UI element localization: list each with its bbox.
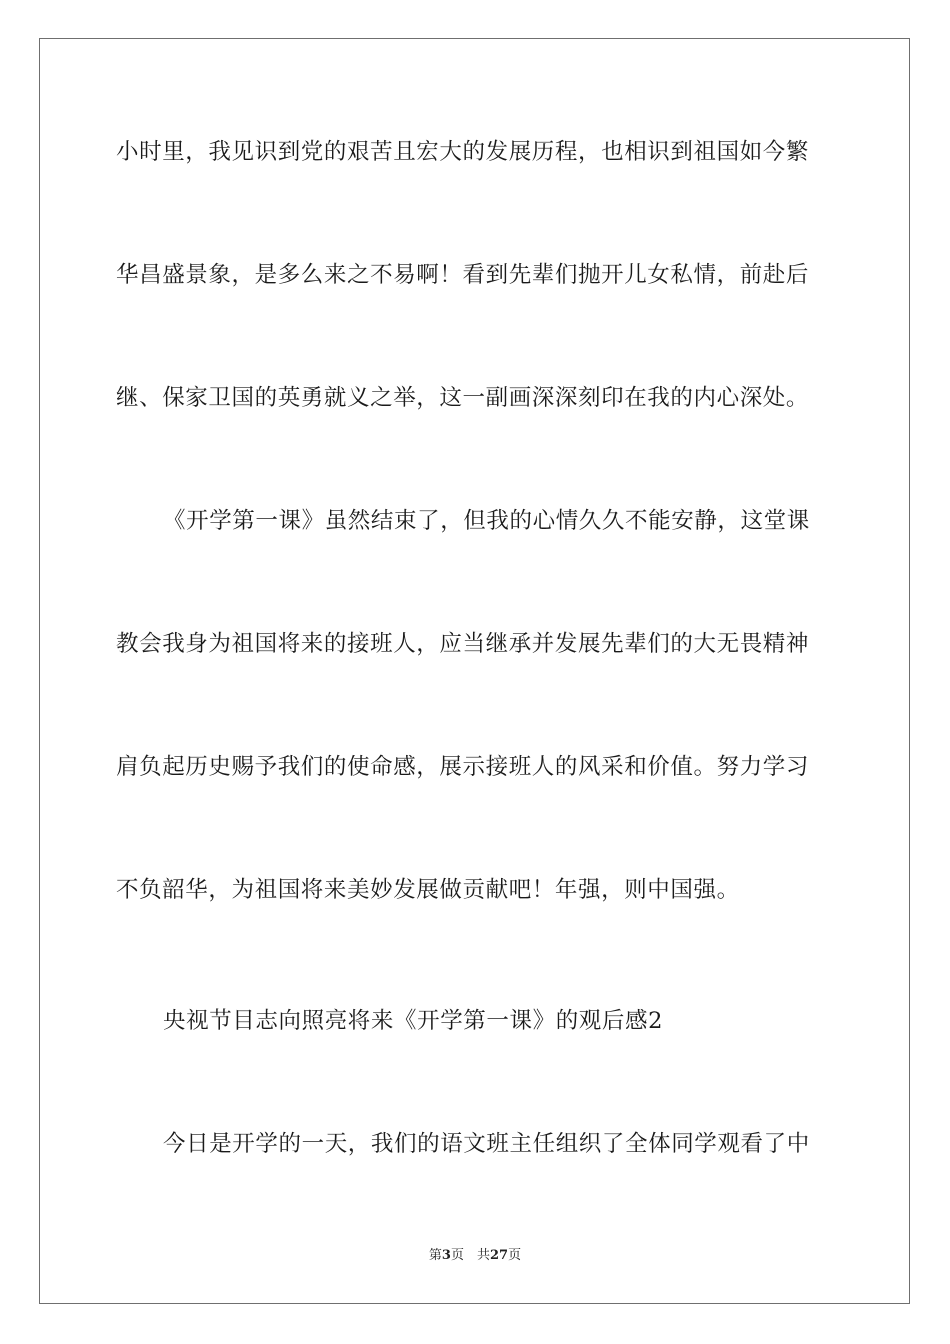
text-line-7: 不负韶华，为祖国将来美妙发展做贡献吧！年强，则中国强。	[116, 877, 740, 903]
text-line-6: 肩负起历史赐予我们的使命感，展示接班人的风采和价值。努力学习	[116, 754, 810, 780]
text-line-9: 今日是开学的一天，我们的语文班主任组织了全体同学观看了中	[163, 1131, 810, 1157]
footer-current-page: 3	[441, 1248, 451, 1263]
footer-total-pages: 27	[489, 1248, 509, 1263]
text-line-5: 教会我身为祖国将来的接班人，应当继承并发展先辈们的大无畏精神	[116, 631, 810, 657]
page-border	[39, 38, 910, 1304]
section-heading: 央视节目志向照亮将来《开学第一课》的观后感2	[163, 1008, 664, 1034]
text-line-4: 《开学第一课》虽然结束了，但我的心情久久不能安静，这堂课	[163, 508, 810, 534]
page-footer	[0, 1247, 950, 1265]
text-line-1: 小时里，我见识到党的艰苦且宏大的发展历程，也相识到祖国如今繁	[116, 139, 810, 165]
text-line-3: 继、保家卫国的英勇就义之举，这一副画深深刻印在我的内心深处。	[116, 385, 810, 411]
footer-prefix: 第	[428, 1248, 442, 1263]
footer-mid: 页 共	[450, 1248, 490, 1263]
footer-suffix: 页	[508, 1248, 522, 1263]
text-line-2: 华昌盛景象，是多么来之不易啊！看到先辈们抛开儿女私情，前赴后	[116, 262, 810, 288]
